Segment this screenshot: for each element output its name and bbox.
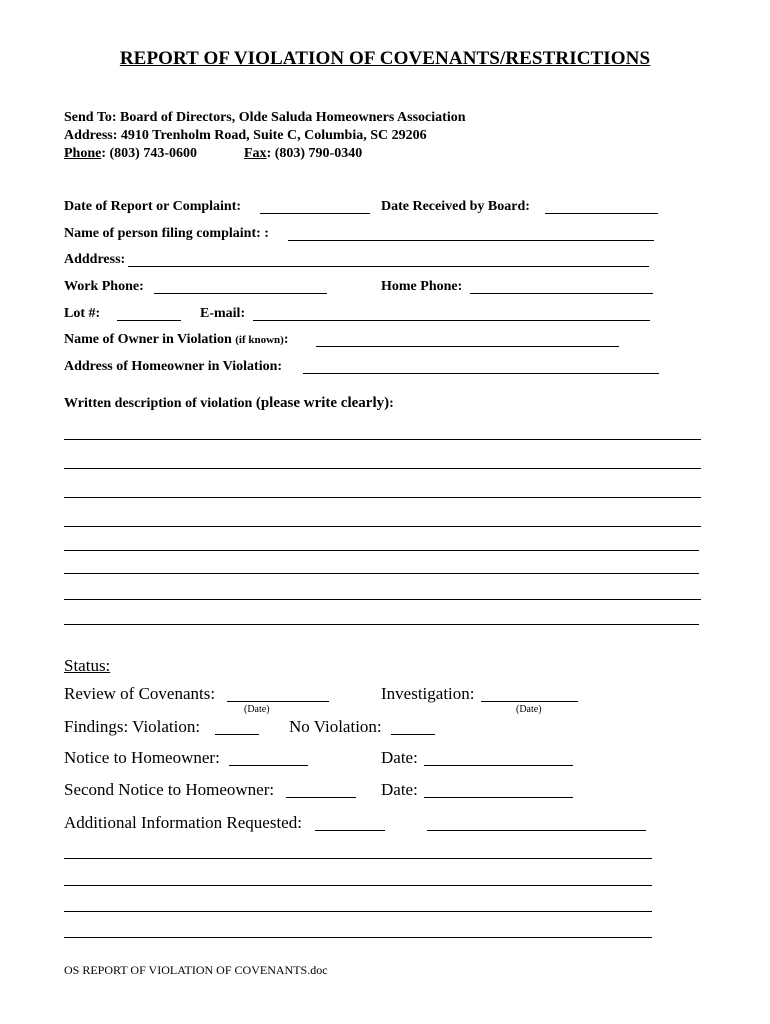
additional-line[interactable] xyxy=(64,885,652,886)
notice-date-field[interactable] xyxy=(424,765,573,766)
notice-field[interactable] xyxy=(229,765,308,766)
findings-violation-label: Findings: Violation: xyxy=(64,717,201,736)
date-of-report-field[interactable] xyxy=(260,213,370,214)
work-phone-field[interactable] xyxy=(154,293,327,294)
additional-info-label: Additional Information Requested: xyxy=(64,813,302,832)
second-notice-date-label: Date: xyxy=(381,780,418,799)
email-field[interactable] xyxy=(253,320,650,321)
review-date-field[interactable] xyxy=(227,701,329,702)
description-line[interactable] xyxy=(64,550,699,551)
address-field[interactable] xyxy=(128,266,649,267)
description-line[interactable] xyxy=(64,526,701,527)
additional-info-field[interactable] xyxy=(315,830,385,831)
address-label: Adddress: xyxy=(64,252,126,267)
owner-violation-field[interactable] xyxy=(316,346,619,347)
description-line[interactable] xyxy=(64,497,701,498)
description-line[interactable] xyxy=(64,439,701,440)
additional-line[interactable] xyxy=(64,937,652,938)
second-notice-label: Second Notice to Homeowner: xyxy=(64,780,275,799)
description-line[interactable] xyxy=(64,573,699,574)
person-filing-field[interactable] xyxy=(288,240,654,241)
fax-line xyxy=(244,146,362,162)
description-line[interactable] xyxy=(64,624,699,625)
investigation-date-field[interactable] xyxy=(481,701,578,702)
owner-violation-text: Name of Owner in Violation xyxy=(64,332,232,347)
lot-field[interactable] xyxy=(117,320,181,321)
owner-if-known: (if known) xyxy=(235,334,284,346)
description-line[interactable] xyxy=(64,599,701,600)
fax-value: : (803) 790-0340 xyxy=(266,146,363,161)
second-notice-field[interactable] xyxy=(286,797,356,798)
additional-line[interactable] xyxy=(64,858,652,859)
address-line: Address: 4910 Trenholm Road, Suite C, Columbia, SC 29206 xyxy=(64,128,427,143)
owner-violation-label xyxy=(64,332,289,348)
date-received-label: Date Received by Board: xyxy=(381,199,530,214)
owner-colon: : xyxy=(283,332,289,347)
notice-date-label: Date: xyxy=(381,748,418,767)
phone-line xyxy=(64,146,197,162)
send-to-line: Send To: Board of Directors, Olde Saluda Homeowners Association xyxy=(64,110,466,125)
description-note: (please write clearly) xyxy=(255,395,390,411)
no-violation-field[interactable] xyxy=(391,734,435,735)
violation-field[interactable] xyxy=(215,734,259,735)
no-violation-label: No Violation: xyxy=(289,717,382,736)
person-filing-label: Name of person filing complaint: : xyxy=(64,226,269,241)
email-label: E-mail: xyxy=(200,306,246,321)
home-phone-field[interactable] xyxy=(470,293,653,294)
additional-line[interactable] xyxy=(64,911,652,912)
home-phone-label: Home Phone: xyxy=(381,279,463,294)
footer-filename: OS REPORT OF VIOLATION OF COVENANTS.doc xyxy=(64,963,328,977)
phone-value: : (803) 743-0600 xyxy=(101,146,197,161)
page-title: REPORT OF VIOLATION OF COVENANTS/RESTRICTIONS xyxy=(119,48,651,69)
phone-label: Phone xyxy=(64,146,102,161)
investigation-label: Investigation: xyxy=(381,684,475,703)
investigation-date-caption: (Date) xyxy=(516,704,542,715)
review-label: Review of Covenants: xyxy=(64,684,216,703)
description-line[interactable] xyxy=(64,468,701,469)
lot-label: Lot #: xyxy=(64,306,101,321)
homeowner-address-field[interactable] xyxy=(303,373,659,374)
homeowner-address-label: Address of Homeowner in Violation: xyxy=(64,359,283,374)
work-phone-label: Work Phone: xyxy=(64,279,144,294)
date-received-field[interactable] xyxy=(545,213,658,214)
second-notice-date-field[interactable] xyxy=(424,797,573,798)
status-heading: Status: xyxy=(64,656,111,675)
review-date-caption: (Date) xyxy=(244,704,270,715)
date-of-report-label: Date of Report or Complaint: xyxy=(64,199,242,214)
description-label xyxy=(64,395,394,412)
notice-label: Notice to Homeowner: xyxy=(64,748,220,767)
additional-info-field-2[interactable] xyxy=(427,830,646,831)
description-colon: : xyxy=(389,396,394,411)
fax-label: Fax xyxy=(244,146,267,161)
description-text: Written description of violation xyxy=(64,396,253,411)
